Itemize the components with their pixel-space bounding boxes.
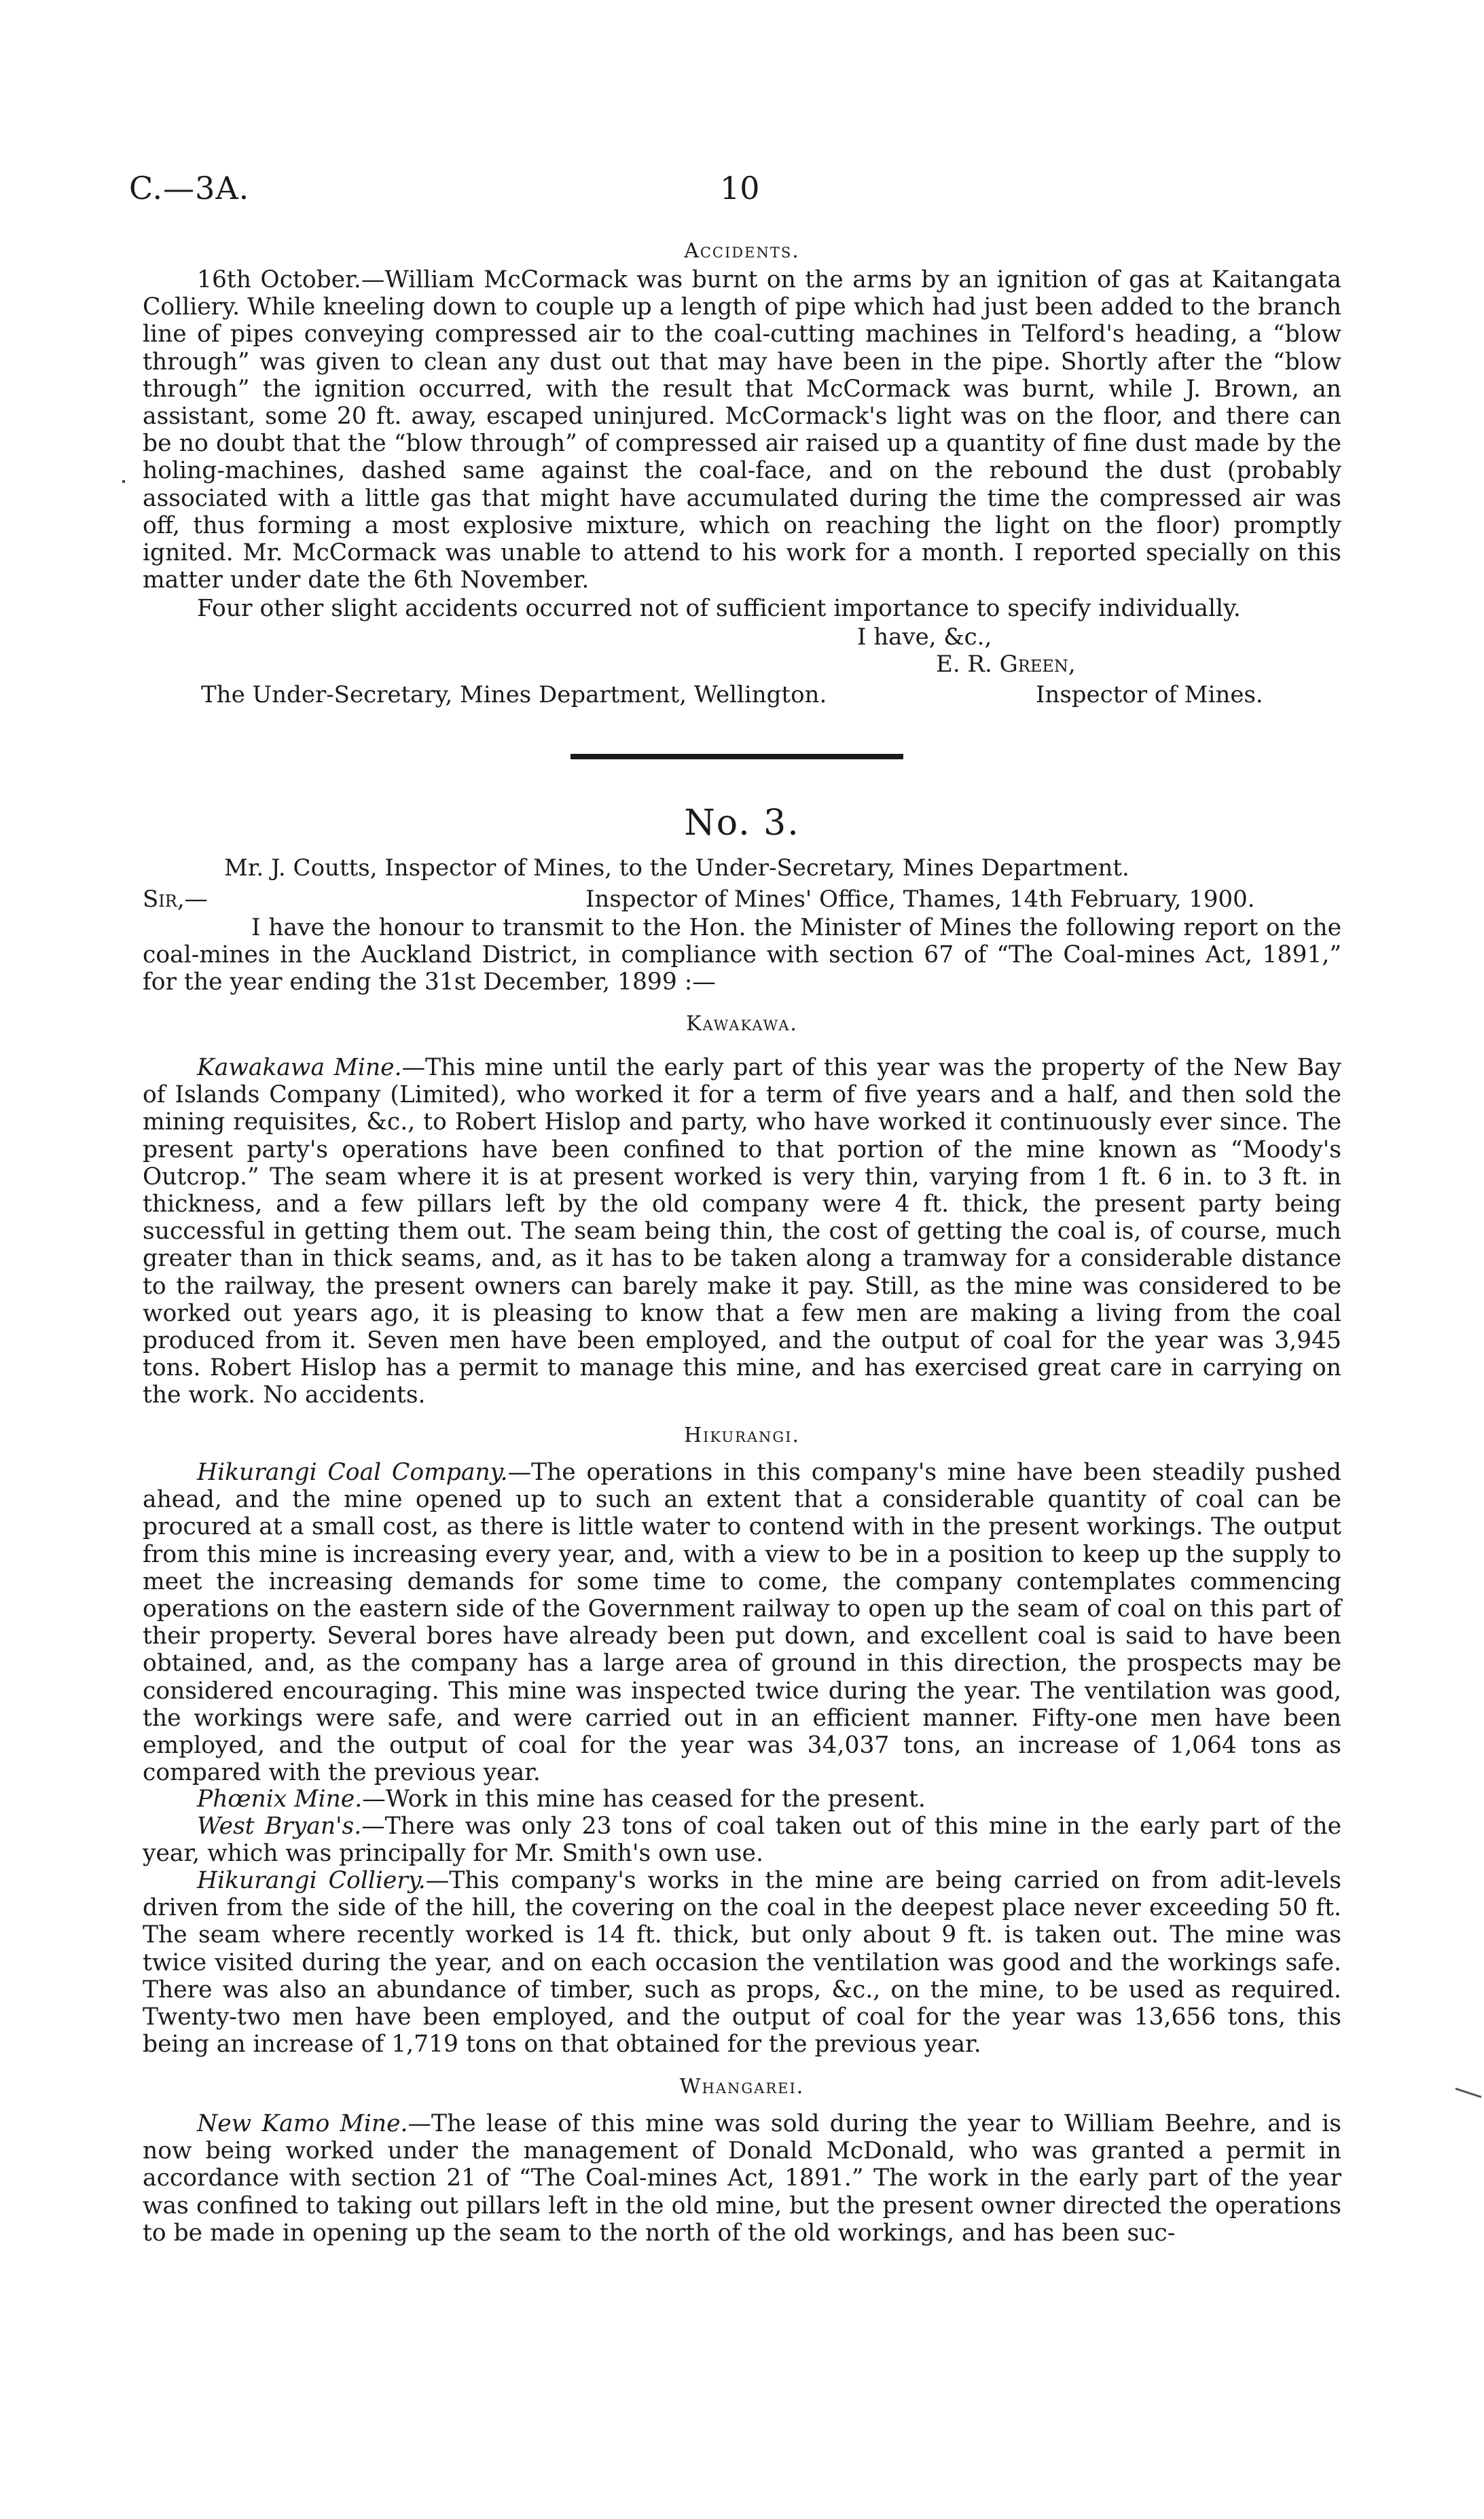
hikurangi-colliery-paragraph xyxy=(143,1867,1341,2058)
page-number: 10 xyxy=(720,170,760,206)
accidents-paragraph: 16th October.—William McCormack was burnt on the arms by an ignition of gas at Kaitangata Colliery. While kneeling down to couple up a length of pipe which had just been added to the branch line of pipes conveying compressed air to the coal-cutting machines in Telford's heading, a “blow through” was given to clean any dust out that may have been in the pipe. Shortly after the “blow through” the ignition occurred, with the result that McCormack was burnt, while J. Brown, an assistant, some 20 ft. away, escaped uninjured. McCormack's light was on the floor, and there can be no doubt that the “blow through” of compressed air raised up a quantity of fine dust made by the holing-machines, dashed same against the coal-face, and on the rebound the dust (probably associated with a little gas that might have accumulated during the time the compressed air was off, thus forming a most explosive mixture, which on reaching the light on the floor) promptly ignited. Mr. McCormack was unable to attend to his work for a month. I reported specially on this matter under date the 6th November. xyxy=(143,266,1341,594)
mine-name: Hikurangi Colliery. xyxy=(197,1867,426,1894)
margin-speck xyxy=(122,480,125,483)
office-date-line: Inspector of Mines' Office, Thames, 14th February, 1900. xyxy=(585,886,1255,913)
mine-name: Kawakawa Mine. xyxy=(197,1054,402,1081)
addressee-line: The Under-Secretary, Mines Department, Wellington. xyxy=(201,681,827,708)
salutation: Sir,— xyxy=(143,886,208,913)
signatory-name: E. R. Green, xyxy=(936,651,1076,678)
paragraph-text: —This company's works in the mine are being carried on from adit-levels driven from the side of the hill, the covering on the coal in the deepest place never exceeding 50 ft. The seam where recently worked is 14 ft. thick, but only about 9 ft. is taken out. The mine was twice visited during the year, and on each occasion the ventilation was good and the workings safe. There was also an abundance of timber, such as props, &c., on the mine, to be used as required. Twenty-two men have been employed, and the output of coal for the year was 13,656 tons, this being an increase of 1,719 tons on that obtained for the previous year. xyxy=(143,1867,1341,2059)
accidents-paragraph-2: Four other slight accidents occurred not of sufficient importance to specify individually. xyxy=(197,595,1241,622)
mine-name: Phœnix Mine. xyxy=(197,1786,363,1813)
accidents-heading: Accidents. xyxy=(684,239,800,263)
report-code: C.—3A. xyxy=(129,170,250,206)
kawakawa-paragraph xyxy=(143,1054,1341,1409)
phoenix-paragraph xyxy=(143,1786,1341,1813)
closing-line: I have, &c., xyxy=(857,623,992,651)
west-bryans-paragraph xyxy=(143,1813,1341,1867)
mine-name: Hikurangi Coal Company. xyxy=(197,1459,508,1486)
whangarei-heading: Whangarei. xyxy=(679,2075,805,2099)
paragraph-text: —Work in this mine has ceased for the present. xyxy=(362,1786,926,1813)
hikurangi-company-paragraph xyxy=(143,1459,1341,1786)
mine-name: New Kamo Mine. xyxy=(197,2110,408,2137)
signatory-title: Inspector of Mines. xyxy=(1036,681,1263,708)
paragraph-text: —There was only 23 tons of coal taken out of this mine in the early part of the year, which was principally for Mr. Smith's own use. xyxy=(143,1813,1341,1868)
kawakawa-heading: Kawakawa. xyxy=(686,1012,798,1036)
hikurangi-heading: Hikurangi. xyxy=(683,1424,801,1447)
report-from-line: Mr. J. Coutts, Inspector of Mines, to the Under-Secretary, Mines Department. xyxy=(224,854,1129,882)
mine-name: West Bryan's. xyxy=(197,1813,362,1840)
paragraph-text: —The operations in this company's mine have been steadily pushed ahead, and the mine opened up to such an extent that a considerable quantity of coal can be procured at a small cost, as there is little water to contend with in the present workings. The output from this mine is increasing every year, and, with a view to be in a position to keep up the supply to meet the increasing demands for some time to come, the company contemplates commencing operations on the eastern side of the Government railway to open up the seam of coal on this part of their property. Several bores have already been put down, and excellent coal is said to have been obtained, and, as the company has a large area of ground in this direction, the prospects may be considered encouraging. This mine was inspected twice during the year. The ventilation was good, the workings were safe, and were carried out in an efficient manner. Fifty-one men have been employed, and the output of coal for the year was 34,037 tons, an increase of 1,064 tons as compared with the previous year. xyxy=(143,1459,1341,1787)
paragraph-text: —This mine until the early part of this year was the property of the New Bay of Islands Company (Limited), who worked it for a term of five years and a half, and then sold the mining requisites, &c., to Robert Hislop and party, who have worked it continuously ever since. The present party's operations have been confined to that portion of the mine known as “Moody's Outcrop.” The seam where it is at present worked is very thin, varying from 1 ft. 6 in. to 3 ft. in thickness, and a few pillars left by the old company were 4 ft. thick, the present party being successful in getting them out. The seam being thin, the cost of getting the coal is, of course, much greater than in thick seams, and, as it has to be taken along a tramway for a considerable distance to the railway, the present owners can barely make it pay. Still, as the mine was considered to be worked out years ago, it is pleasing to know that a few men are making a living from the coal produced from it. Seven men have been employed, and the output of coal for the year was 3,945 tons. Robert Hislop has a permit to manage this mine, and has exercised great care in carrying on the work. No accidents. xyxy=(143,1054,1341,1409)
report-number-title: No. 3. xyxy=(684,803,800,844)
paragraph-text: —The lease of this mine was sold during the year to William Beehre, and is now being worked under the management of Donald McDonald, who was granted a permit in accordance with section 21 of “The Coal-mines Act, 1891.” The work in the early part of the year was confined to taking out pillars left in the old mine, but the present owner directed the operations to be made in opening up the seam to the north of the old workings, and has been suc- xyxy=(143,2110,1342,2247)
report-intro: I have the honour to transmit to the Hon. the Minister of Mines the following report on the coal-mines in the Auckland District, in compliance with section 67 of “The Coal-mines Act, 1891,” for the year ending the 31st December, 1899 :— xyxy=(143,914,1341,996)
section-divider xyxy=(571,754,903,759)
new-kamo-paragraph xyxy=(143,2110,1341,2247)
